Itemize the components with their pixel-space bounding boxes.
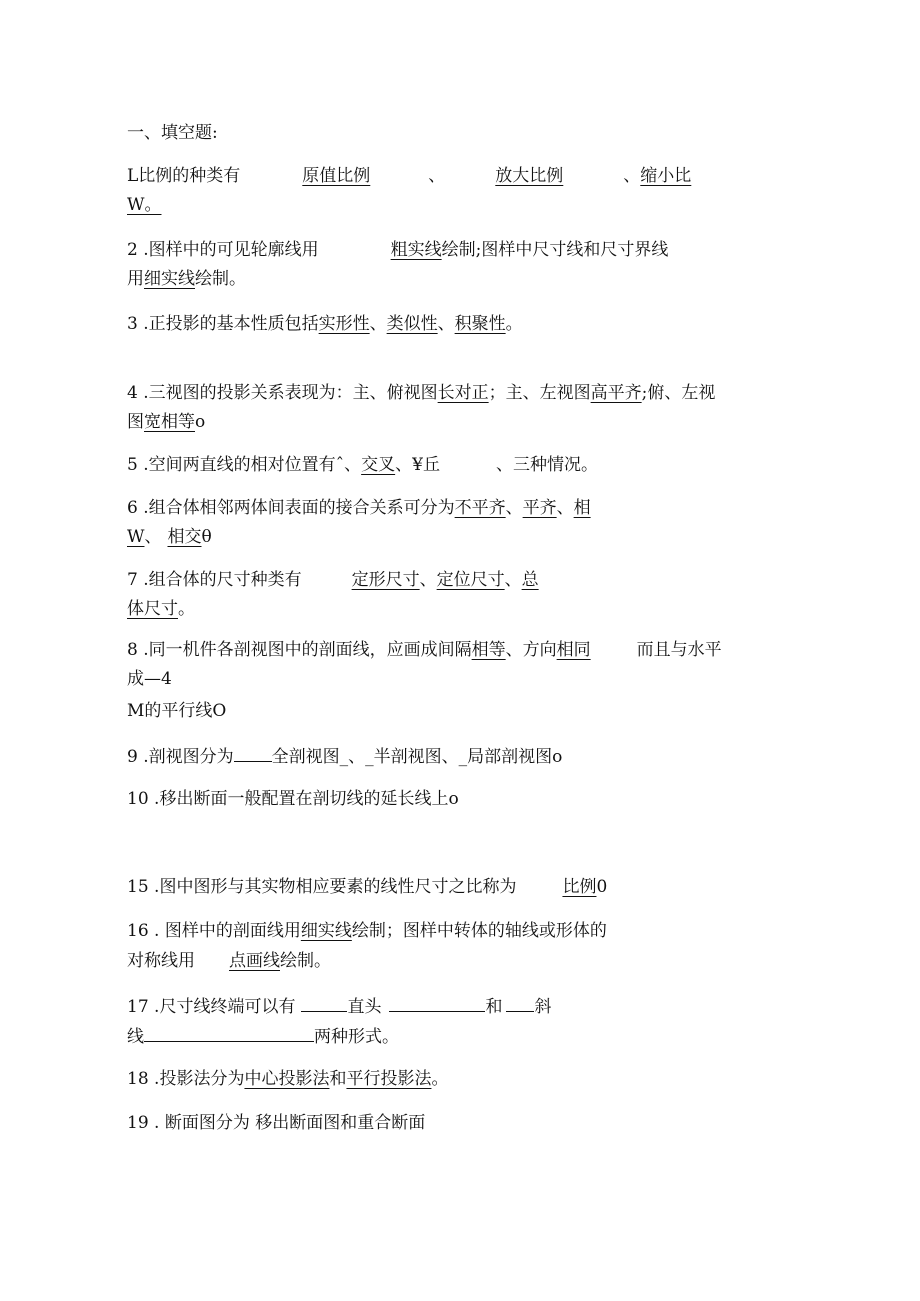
question-7-line-1: 7 .组合体的尺寸种类有 定形尺寸、定位尺寸、总 bbox=[127, 570, 539, 590]
answer-blank bbox=[234, 744, 272, 762]
question-10: 10 .移出断面一般配置在剖切线的延长线上o bbox=[127, 789, 459, 809]
answer-text: 定形尺寸 bbox=[351, 570, 420, 590]
answer-text: 粗实线 bbox=[390, 240, 442, 260]
question-4-line-2: 图宽相等o bbox=[127, 412, 206, 432]
answer-text: 细实线 bbox=[144, 269, 195, 289]
answer-text: 平齐 bbox=[522, 498, 557, 518]
question-6-line-1: 6 .组合体相邻两体间表面的接合关系可分为不平齐、平齐、相 bbox=[127, 498, 591, 518]
answer-text: 定位尺寸 bbox=[436, 570, 505, 590]
question-8-line-1: 8 .同一机件各剖视图中的剖面线，应画成间隔相等、方向相同 而且与水平 bbox=[127, 640, 722, 660]
question-5: 5 .空间两直线的相对位置有ˆ、交叉、¥丘 、三种情况。 bbox=[127, 455, 598, 475]
answer-text: 长对正 bbox=[437, 383, 489, 403]
answer-text: 类似性 bbox=[386, 314, 438, 334]
answer-text: 不平齐 bbox=[454, 498, 506, 518]
answer-text: 实形性 bbox=[318, 314, 370, 334]
answer-text: W bbox=[127, 527, 145, 547]
section-title: 一、填空题: bbox=[127, 123, 218, 143]
question-1-line-1: L比例的种类有 原值比例 、 放大比例 、缩小比 bbox=[127, 166, 692, 186]
answer-text: 相交 bbox=[167, 527, 202, 547]
question-18: 18 .投影法分为中心投影法和平行投影法。 bbox=[127, 1069, 449, 1089]
answer-blank bbox=[506, 994, 534, 1012]
answer-text: 点画线 bbox=[229, 951, 280, 971]
question-4-line-1: 4 .三视图的投影关系表现为：主、俯视图长对正；主、左视图高平齐;俯、左视 bbox=[127, 383, 716, 403]
question-2-line-2: 用细实线绘制。 bbox=[127, 269, 246, 289]
question-2-line-1: 2 .图样中的可见轮廓线用 粗实线绘制;图样中尺寸线和尺寸界线 bbox=[127, 240, 669, 260]
question-1-line-2 bbox=[127, 194, 161, 216]
answer-blank bbox=[144, 1024, 314, 1042]
answer-text: 积聚性 bbox=[454, 314, 506, 334]
question-6-line-2: W、 相交θ bbox=[127, 527, 212, 547]
answer-text: W。 bbox=[127, 195, 162, 215]
answer-text: 相等 bbox=[471, 640, 506, 660]
answer-text: 相同 bbox=[556, 640, 591, 660]
answer-text: 体尺寸 bbox=[127, 599, 178, 619]
answer-text: 交叉 bbox=[361, 455, 396, 475]
answer-text: 比例 bbox=[562, 877, 597, 897]
answer-blank bbox=[389, 994, 485, 1012]
question-3: 3 .正投影的基本性质包括实形性、类似性、积聚性。 bbox=[127, 314, 523, 334]
question-8-line-3: M的平行线O bbox=[127, 701, 227, 721]
question-9: 9 .剖视图分为 全剖视图_、_半剖视图、_局部剖视图o bbox=[127, 744, 562, 766]
answer-text: 中心投影法 bbox=[244, 1069, 330, 1089]
answer-text: 高平齐 bbox=[590, 383, 642, 403]
question-16-line-2: 对称线用 点画线绘制。 bbox=[127, 951, 331, 971]
answer-text: 平行投影法 bbox=[346, 1069, 432, 1089]
answer-text: 放大比例 bbox=[495, 166, 564, 186]
question-19: 19 . 断面图分为 移出断面图和重合断面 bbox=[127, 1113, 426, 1133]
question-8-line-2: 成—4 bbox=[127, 669, 172, 689]
answer-text: 原值比例 bbox=[302, 166, 371, 186]
question-17-line-1: 17 .尺寸线终端可以有 直头 和 斜 bbox=[127, 994, 551, 1016]
answer-text: 宽相等 bbox=[144, 412, 195, 432]
question-16-line-1: 16 . 图样中的剖面线用细实线绘制；图样中转体的轴线或形体的 bbox=[127, 921, 607, 941]
question-15: 15 .图中图形与其实物相应要素的线性尺寸之比称为 比例0 bbox=[127, 877, 608, 897]
question-7-line-2: 体尺寸。 bbox=[127, 599, 195, 619]
answer-text: 缩小比 bbox=[640, 166, 692, 186]
answer-text: 细实线 bbox=[300, 921, 352, 941]
answer-blank bbox=[301, 994, 347, 1012]
answer-text: 相 bbox=[573, 498, 591, 518]
answer-text: 总 bbox=[521, 570, 539, 590]
question-17-line-2: 线 两种形式。 bbox=[127, 1024, 399, 1046]
